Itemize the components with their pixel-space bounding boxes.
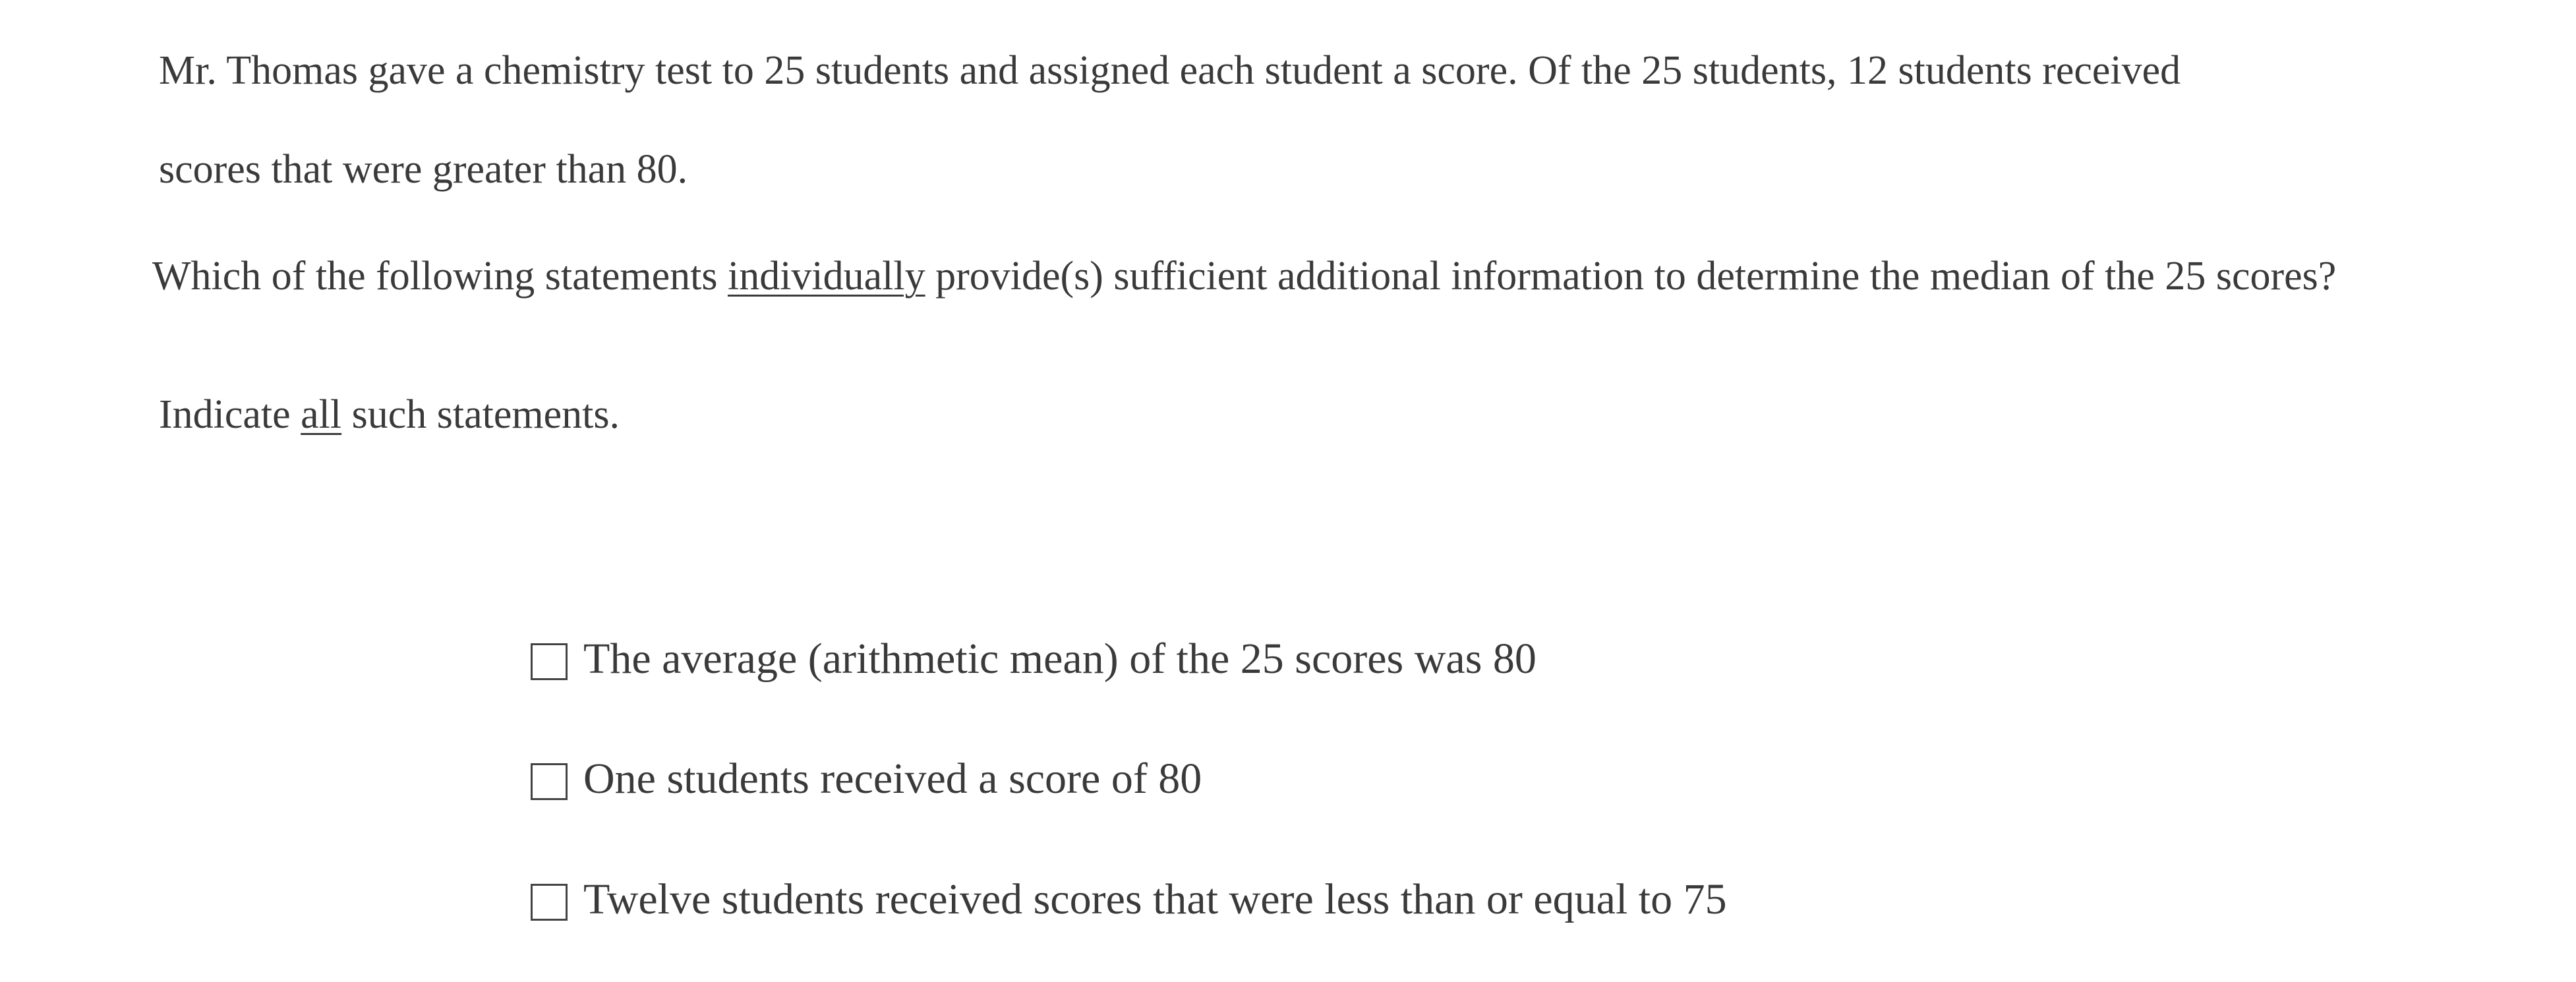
answer-choice-3[interactable] [531,873,1727,926]
answer-choice-2[interactable] [531,753,1202,805]
question-stem-line-1: Mr. Thomas gave a chemistry test to 25 students and assigned each student a score. Of the 25 students, 12 students received [159,48,2181,93]
instruction-text [159,394,620,435]
question-prompt-prefix: Which of the following statements [152,254,728,299]
instruction-suffix: such statements. [341,392,620,437]
choice-1-label: The average (arithmetic mean) of the 25 scores was 80 [583,635,1537,683]
question-stem-line-2: scores that were greater than 80. [159,147,688,192]
checkbox-choice-2[interactable] [531,763,568,800]
checkbox-choice-3[interactable] [531,884,568,921]
answer-choice-1[interactable] [531,633,1537,685]
instruction-emphasis: all [301,392,342,437]
question-prompt [152,244,2433,308]
choice-2-label: One students received a score of 80 [583,755,1202,803]
instruction-prefix: Indicate [159,392,301,437]
question-emphasis: individually [727,254,925,299]
question-prompt-suffix: provide(s) sufficient additional information to determine the median of the 25 scores? [925,254,2337,299]
choice-3-label: Twelve students received scores that were less than or equal to 75 [583,875,1727,923]
checkbox-choice-1[interactable] [531,643,568,680]
